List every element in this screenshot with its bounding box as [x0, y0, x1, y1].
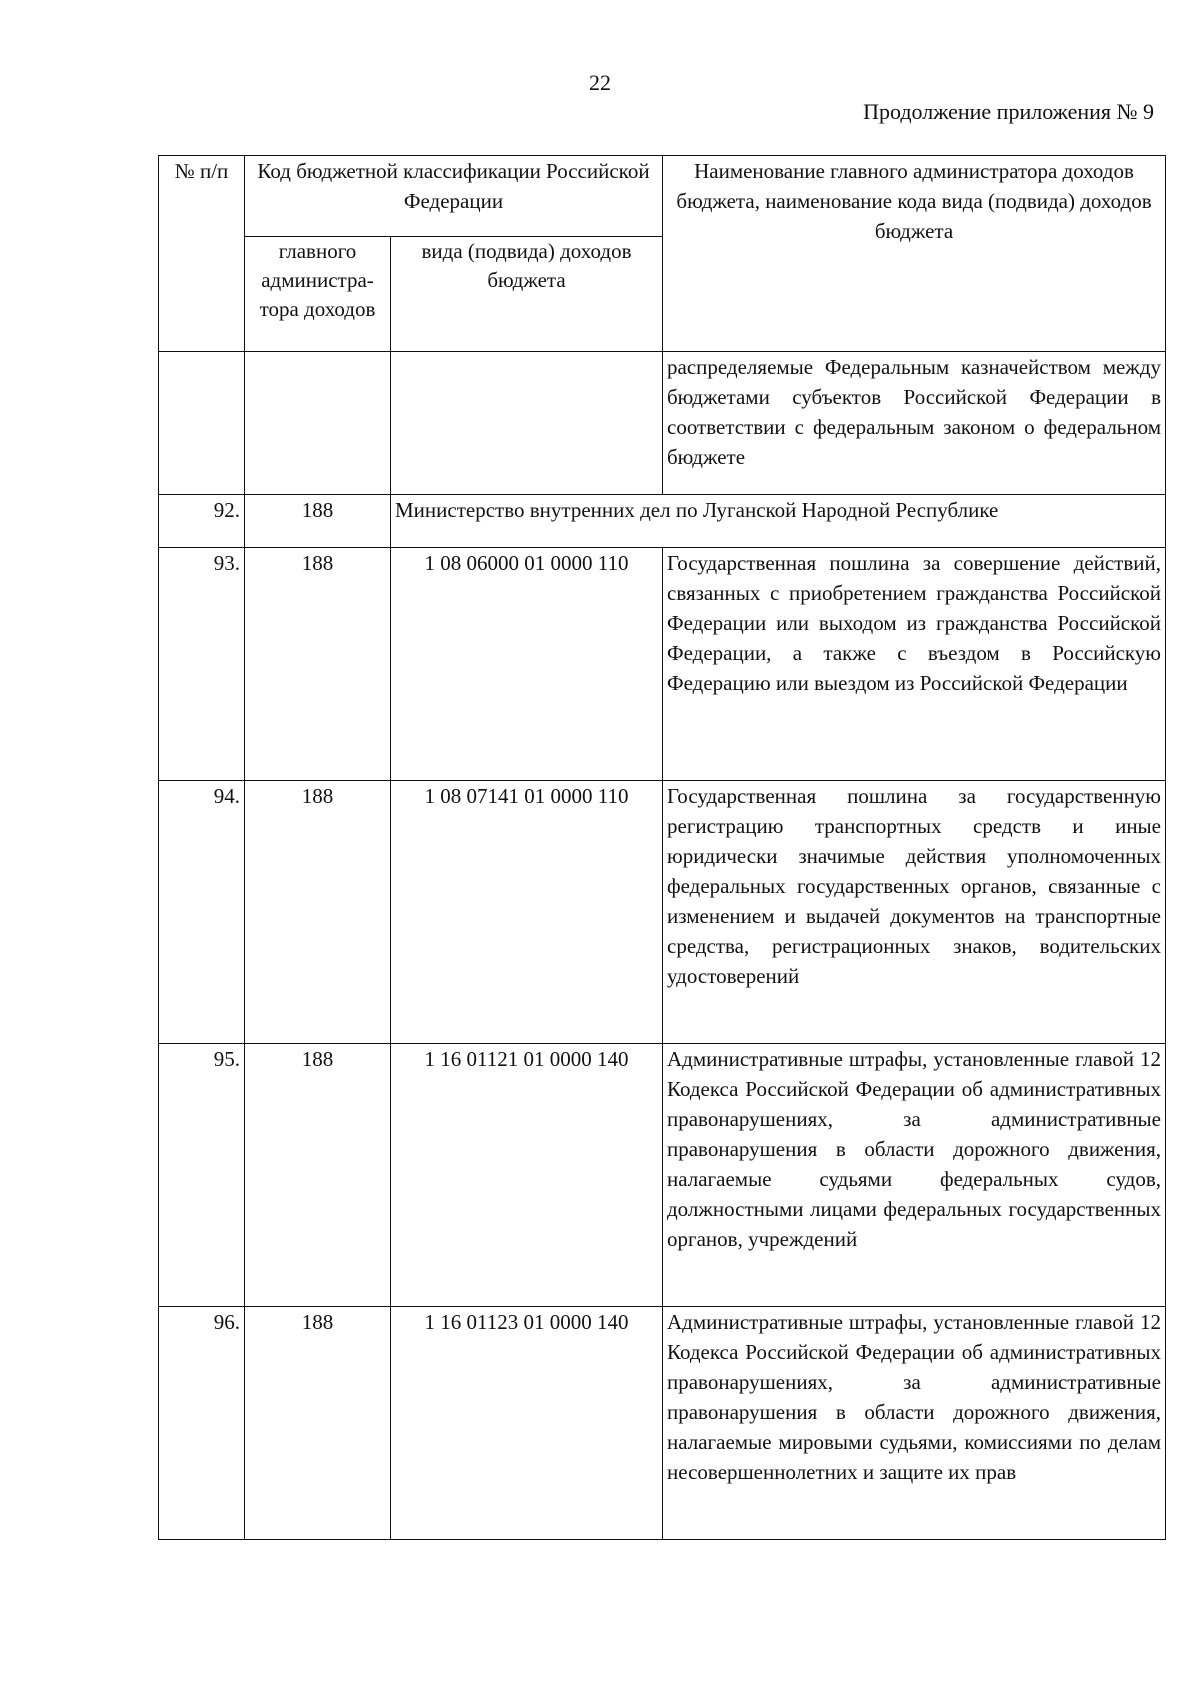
cell-admin: 188 [245, 1307, 391, 1540]
table-body [159, 352, 1166, 1540]
cell-description: Государственная пошлина за государственную регистрацию транспортных средств и иные юридически значимые действия уполномоченных федеральных государственных органов, связанные с изменением и выдачей документов на транспортные средства, регистрационных знаков, водительских удостоверений [663, 781, 1166, 1044]
cell-ministry-name: Министерство внутренних дел по Луганской Народной Республике [391, 495, 1166, 548]
cell-description: Административные штрафы, установленные главой 12 Кодекса Российской Федерации об административных правонарушениях, за административные правонарушения в области дорожного движения, налагаемые судьями федеральных судов, должностными лицами федеральных государственных органов, учреждений [663, 1044, 1166, 1307]
budget-classification-table [158, 155, 1166, 1540]
table-row [159, 781, 1166, 1044]
page-number: 22 [589, 70, 611, 95]
cell-description: Государственная пошлина за совершение действий, связанных с приобретением гражданства Российской Федерации или выходом из гражданства Российской Федерации, а также с въездом в Российскую Федерацию или выездом из Российской Федерации [663, 548, 1166, 781]
cell-admin: 188 [245, 781, 391, 1044]
cell-number: 92. [159, 495, 245, 548]
table-row [159, 1307, 1166, 1540]
table-row [159, 548, 1166, 781]
table-header [159, 156, 1166, 352]
cell-admin: 188 [245, 495, 391, 548]
cell-admin [245, 352, 391, 495]
header-income-code: вида (подвида) доходов бюджета [391, 237, 663, 352]
cell-admin: 188 [245, 548, 391, 781]
cell-admin: 188 [245, 1044, 391, 1307]
cell-number: 94. [159, 781, 245, 1044]
cell-code: 1 08 06000 01 0000 110 [391, 548, 663, 781]
table-row [159, 1044, 1166, 1307]
cell-code [391, 352, 663, 495]
header-admin-code: главного администра-тора доходов [245, 237, 391, 352]
table-row-continued [159, 352, 1166, 495]
cell-code: 1 16 01121 01 0000 140 [391, 1044, 663, 1307]
table-row-ministry [159, 495, 1166, 548]
cell-number: 96. [159, 1307, 245, 1540]
header-name: Наименование главного администратора доходов бюджета, наименование кода вида (подвида) доходов бюджета [663, 156, 1166, 352]
appendix-continuation-label: Продолжение приложения № 9 [863, 99, 1154, 124]
cell-number: 93. [159, 548, 245, 781]
header-number: № п/п [159, 156, 245, 352]
header-kbk: Код бюджетной классификации Российской Федерации [245, 156, 663, 237]
cell-description: Административные штрафы, установленные главой 12 Кодекса Российской Федерации об административных правонарушениях, за административные правонарушения в области дорожного движения, налагаемые мировыми судьями, комиссиями по делам несовершеннолетних и защите их прав [663, 1307, 1166, 1540]
cell-code: 1 08 07141 01 0000 110 [391, 781, 663, 1044]
cell-number [159, 352, 245, 495]
cell-description: распределяемые Федеральным казначейством между бюджетами субъектов Российской Федерации в соответствии с федеральным законом о федеральном бюджете [663, 352, 1166, 495]
cell-number: 95. [159, 1044, 245, 1307]
cell-code: 1 16 01123 01 0000 140 [391, 1307, 663, 1540]
